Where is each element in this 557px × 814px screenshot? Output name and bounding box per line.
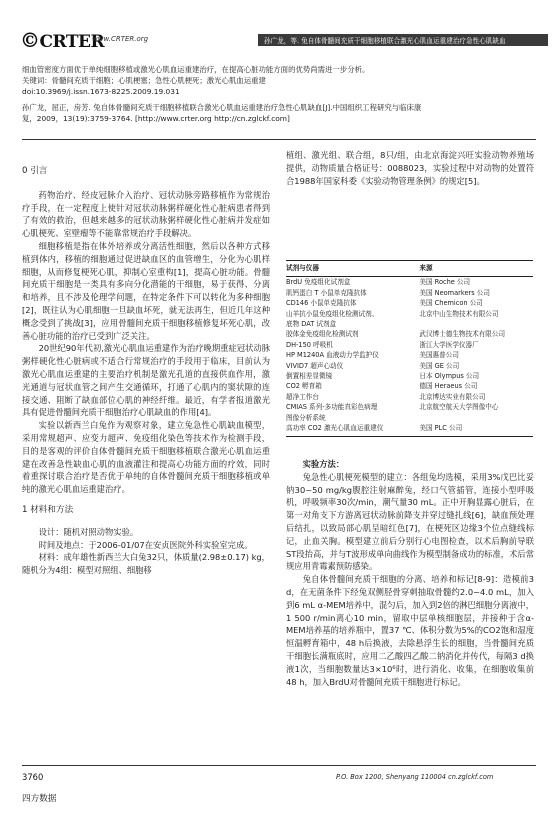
- reagent-item: CD146 小鼠单克隆抗体: [286, 299, 357, 308]
- table-row: [286, 288, 533, 298]
- logo-url: www.CRTER.org: [92, 35, 149, 43]
- reagent-source: 日本 Olympus 公司: [419, 372, 480, 381]
- abstract-conclusion: 细血管密度方面优于单纯细胞移植或激光心肌血运重建治疗，在提高心脏功能方面的优势尚需进一步分析。: [22, 65, 370, 74]
- page-number: 3760: [22, 772, 44, 782]
- left-column: [22, 165, 270, 577]
- reagent-item: 山羊抗小鼠免疫组化检测试剂、: [286, 309, 379, 318]
- table-row: [286, 402, 533, 412]
- reagent-item: HP M1240A 血液动力学监护仪: [286, 351, 379, 360]
- keywords: 关键词：骨髓间充质干细胞；心肌梗塞；急性心肌梗死；激光心肌血运重建: [22, 76, 266, 86]
- right-column-top: [286, 149, 534, 187]
- design: 设计：随机对照动物实验。: [38, 526, 139, 537]
- reagent-source: 美国 Chemicon 公司: [419, 299, 483, 308]
- reagent-source: 美国 Neomarkers 公司: [419, 288, 490, 297]
- journal-address: P.O. Box 1200, Shenyang 110004 cn.zglckf.com: [336, 773, 494, 781]
- intro-paragraph-3: 20世纪90年代初,激光心肌血运重建作为治疗晚期重症冠状动脉粥样硬化性心脏病或不适合行常规治疗的手段用于临床，目前认为激光心肌血运重建的主要治疗机制是激光孔道的直接供血作用，激光通道与冠状血管之间产生交通循环，打通了心肌内的窦状隙的连接交通、阻断了缺血部位心肌的神经纤维。最近，有学者报道激光具有促进骨髓间充质干细胞治疗心肌缺血的作用[4]。: [22, 343, 270, 418]
- reagent-source: [419, 413, 533, 423]
- reagent-source: 美国惠普公司: [419, 351, 459, 360]
- bmsc-paragraph: 兔自体骨髓间充质干细胞的分离、培养和标记[8-9]：造模前3 d，在无菌条件下经兔双侧胫骨穿刺抽取骨髓约2.0~4.0 mL，加入到6 mL α-MEM培养中，混匀后，加入到2倍的淋巴细胞分离液中，1 500 r/min离心10 min，留取中层单核细胞层，并接种于含α-MEM培养基的培养瓶中，置37 ℃、体积分数为5%的CO2饱和湿度恒温孵育箱中，48 h后换液，去除悬浮生长的细胞，当骨髓间充质干细胞长满瓶底时，应用二乙酸四乙酸二钠消化并传代，每隔3 d换液1次，当细胞数量达3×10⁶时，进行消化、收集，在细胞收集前48 h，加入BrdU对骨髓间充质干细胞进行标记。: [286, 574, 534, 687]
- reagent-source: 武汉博士德生物技术有限公司: [419, 330, 506, 339]
- reagent-item: CO2 孵育箱: [286, 382, 322, 391]
- time-place: 时间及地点：于2006-01/07在安贞医院外科实验室完成。: [38, 539, 253, 550]
- citation-line-1: 孙广龙，屈正，房芳. 兔自体骨髓间充质干细胞移植联合激光心肌血运重建治疗急性心肌缺血[J].中国组织工程研究与临床康: [22, 102, 422, 112]
- page-header: [0, 0, 557, 52]
- reagent-source: 北京博达实业有限公司: [419, 392, 486, 401]
- reagent-item: 肌钙蛋白 T 小鼠单克隆抗体: [286, 288, 367, 297]
- reagent-item: DH-150 呼吸机: [286, 340, 333, 349]
- reagent-item: 超净工作台: [286, 392, 319, 401]
- table-row: [286, 298, 533, 308]
- reagent-source: 北京航空航天大学图像中心: [419, 403, 499, 412]
- table-row: [286, 423, 533, 436]
- table-row: [286, 413, 533, 423]
- reagents-table: [286, 260, 533, 437]
- abstract-block: [22, 64, 536, 124]
- citation-line-2: 复，2009，13(19):3759-3764. [http://www.crter.org http://cn.zglckf.com]: [22, 113, 290, 123]
- table-row: [286, 319, 533, 329]
- reagent-item: BrdU 免疫组化试剂盒: [286, 278, 351, 287]
- model-paragraph: 兔急性心肌梗死模型的建立：各组兔均选模，采用3%戊巴比妥钠30~50 mg/kg腹腔注射麻醉兔，经口气管插管，连接小型呼吸机，呼吸频率30次/min，潮气量30 mL。正中开胸显露心脏后，在第一对角支下方游离冠状动脉前降支并穿过缝扎线[6]，缺血预处理后结扎，以致局部心肌呈暗红色[7]，在梗死区边缘3个位点缝线标记，止血关胸。模型建立前后分别行心电图检查，以术后胸前导联ST段抬高，并与T波形成单向曲线作为模型制备成功的标准，术后常规应用青霉素预防感染。: [286, 471, 534, 572]
- reagent-item: 高功率 CO2 激光心肌血运重建仪: [286, 423, 419, 436]
- reagent-source: [419, 319, 533, 329]
- table-row: [286, 371, 533, 381]
- table-row: [286, 277, 533, 288]
- reagent-source: 美国 GE 公司: [419, 361, 460, 370]
- watermark: 四方数据: [22, 794, 57, 804]
- intro-paragraph-4: 实验以新西兰白兔作为观察对象，建立兔急性心肌缺血模型，采用常规超声、应变力超声、免疫组化染色等技术作为检测手段，目的是客观的评价自体骨髓间充质干细胞移植联合激光心肌血运重建在改善急性缺血心肌的血液灌注和提高心功能方面的疗效，同时着重探讨联合治疗是否优于单纯的自体骨髓间充质干细胞移植或单纯的激光心肌血运重建治疗。: [22, 420, 270, 495]
- reagent-item: 胶体金免疫组化检测试剂: [286, 330, 359, 339]
- table-row: [286, 340, 533, 350]
- reagent-source: 美国 PLC 公司: [419, 423, 533, 436]
- reagent-source: 浙江大学医学仪器厂: [419, 340, 479, 349]
- intro-paragraph-2: 细胞移植是指在体外培养或分离活性细胞，然后以各种方式移植到体内，移植的细胞通过促进缺血区的血管增生，分化为心肌样细胞，从而修复梗死心肌，抑制心室重构[1]，提高心脏功能。骨髓间充质干细胞是一类具有多向分化潜能的干细胞，易于获得、分离和培养，且不涉及伦理学问题，在特定条件下可以转化为多种细胞[2]，既往认为心肌细胞一旦缺血坏死，就无法再生，但近几年这种概念受到了挑战[3]，应用骨髓间充质干细胞移植修复坏死心肌，改善心脏功能的治疗已受到广泛关注。: [22, 240, 270, 341]
- table-row: [286, 309, 533, 319]
- running-title: 孙广龙，等. 兔自体骨髓间充质干细胞移植联合激光心肌血运重建治疗急性心肌缺血: [264, 37, 506, 45]
- journal-logo: ©CRTER: [20, 28, 105, 52]
- table-row: [286, 381, 533, 391]
- table-header-item: 试剂与仪器: [286, 261, 419, 277]
- methods-title: 1 材料和方法: [22, 504, 74, 515]
- reagent-item: 倒置相差显微镜: [286, 372, 333, 381]
- right-column-methods: [286, 458, 534, 688]
- table-row: [286, 392, 533, 402]
- intro-paragraph-1: 药物治疗、经皮冠脉介入治疗、冠状动脉旁路移植作为常规治疗手段，在一定程度上使针对冠状动脉粥样硬化性心脏病患者得到了有效的救治，但越来越多的冠状动脉粥样硬化性心脏病并发症如心肌梗死、室壁瘤等不能靠常规治疗手段解决。: [22, 189, 270, 239]
- reagent-source: 德国 Heraeus 公司: [419, 382, 478, 391]
- doi: doi:10.3969/j.issn.1673-8225.2009.19.031: [22, 87, 180, 97]
- reagent-source: 北京中山生物技术有限公司: [419, 309, 499, 318]
- reagent-item: 图像分析系统: [286, 413, 326, 422]
- right-top-paragraph: 植组、激光组、联合组，8只/组，由北京海淀兴旺实验动物养殖场提供，动物质量合格证号：0088023，实验过程中对动物的处置符合1988年国家科委《实验动物管理条例》的规定[5]。: [286, 150, 534, 186]
- footer-divider: [22, 765, 536, 766]
- reagent-item: CMIAS 系列-多功能真彩色病理: [286, 403, 378, 412]
- table-header-source: 来源: [419, 261, 533, 277]
- abstract-divider: [22, 139, 536, 140]
- table-row: [286, 350, 533, 360]
- reagent-item: 底物 DAT 试剂盒: [286, 320, 337, 329]
- table-row: [286, 361, 533, 371]
- reagent-source: 美国 Roche 公司: [419, 278, 471, 287]
- table-row: [286, 329, 533, 339]
- intro-title: 0 引言: [22, 166, 48, 176]
- methods-heading: 实验方法：: [302, 459, 345, 469]
- materials: 材料：成年雄性新西兰大白兔32只，体质量(2.98±0.17) kg，随机分为4组：模型对照组、细胞移: [22, 552, 270, 576]
- reagent-item: VIVID7 超声心动仪: [286, 361, 344, 370]
